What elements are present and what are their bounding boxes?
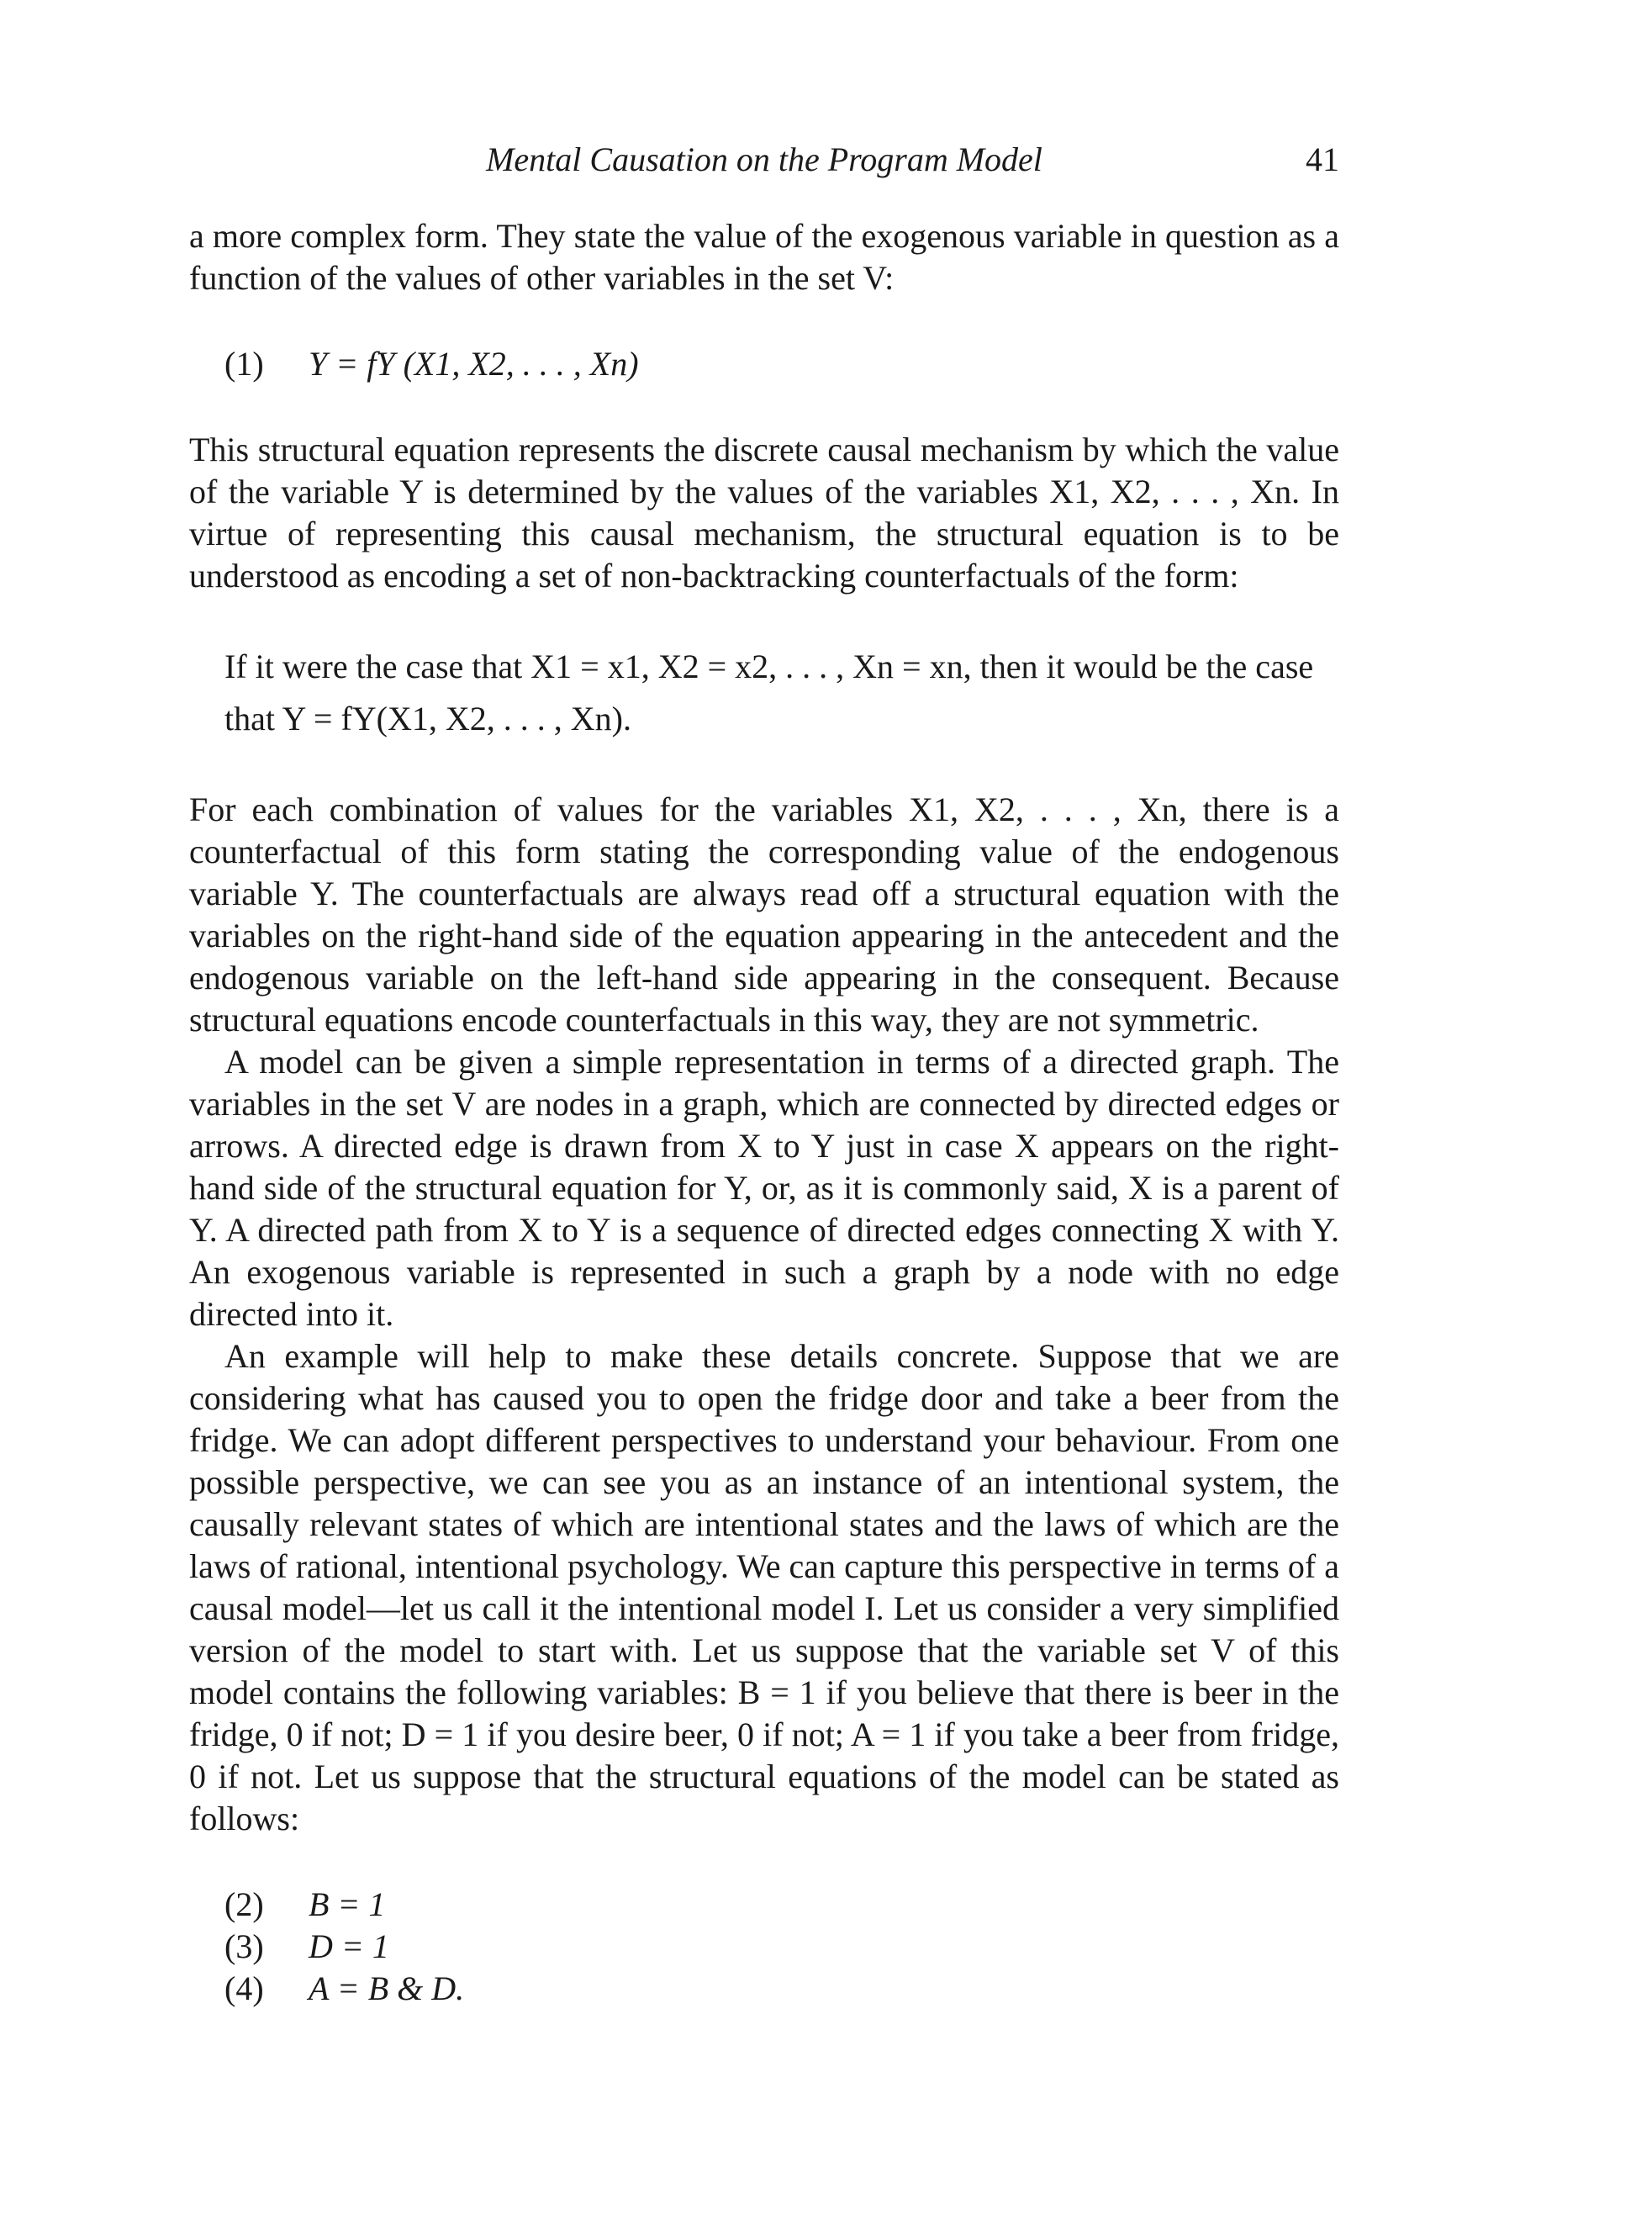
page-number: 41 bbox=[1306, 140, 1339, 178]
paragraph-1: a more complex form. They state the value of the exogenous variable in question as a function of the values of other variables in the set V: bbox=[189, 217, 1339, 297]
paragraph-5: An example will help to make these details concrete. Suppose that we are considering what has caused you to open the fridge door and take a beer from the fridge. We can adopt different perspectives to understand your behaviour. From one possible perspective, we can see you as an instance of an intentional system, the causally relevant states of which are intentional states and the laws of which are the laws of rational, intentional psychology. We can capture this perspective in terms of a causal model—let us call it the intentional model I. Let us consider a very simplified version of the model to start with. Let us suppose that the variable set V of this model contains the following variables: B = 1 if you believe that there is beer in the fridge, 0 if not; D = 1 if you desire beer, 0 if not; A = 1 if you take a beer from fridge, 0 if not. Let us suppose that the structural equations of the model can be stated as follows: bbox=[189, 1337, 1339, 1837]
counterfactual-schema: If it were the case that X1 = x1, X2 = x2, . . . , Xn = xn, then it would be the case that Y = fY(X1, X2, . . . , Xn). bbox=[224, 648, 1314, 737]
paragraph-3: For each combination of values for the variables X1, X2, . . . , Xn, there is a counterfactual of this form stating the corresponding value of the endogenous variable Y. The counterfactuals are always read off a structural equation with the variables on the right-hand side of the equation appearing in the antecedent and the endogenous variable on the left-hand side appearing in the consequent. Because structural equations encode counterfactuals in this way, they are not symmetric. bbox=[189, 790, 1339, 1039]
paragraph-4: A model can be given a simple representation in terms of a directed graph. The variables in the set V are nodes in a graph, which are connected by directed edges or arrows. A directed edge is drawn from X to Y just in case X appears on the right-hand side of the structural equation for Y, or, as it is commonly said, X is a parent of Y. A directed path from X to Y is a sequence of directed edges connecting X with Y. An exogenous variable is represented in such a graph by a node with no edge directed into it. bbox=[189, 1043, 1339, 1333]
equation-3 bbox=[189, 1926, 1339, 1968]
running-head bbox=[189, 135, 1339, 185]
equation-1 bbox=[189, 343, 1339, 385]
equation-body: D = 1 bbox=[309, 1927, 389, 1965]
equation-number: (1) bbox=[224, 345, 264, 383]
equation-4 bbox=[189, 1968, 1339, 2010]
equation-body: Y = fY (X1, X2, . . . , Xn) bbox=[309, 345, 639, 383]
equation-number: (4) bbox=[224, 1969, 264, 2007]
equation-body: A = B & D. bbox=[309, 1969, 465, 2007]
book-page bbox=[189, 135, 1339, 2010]
equation-number: (2) bbox=[224, 1885, 264, 1923]
equation-list bbox=[189, 1884, 1339, 2010]
equation-2 bbox=[189, 1884, 1339, 1926]
running-title: Mental Causation on the Program Model bbox=[486, 140, 1042, 178]
paragraph-2: This structural equation represents the discrete causal mechanism by which the value of the variable Y is determined by the values of the variables X1, X2, . . . , Xn. In virtue of representing this causal mechanism, the structural equation is to be understood as encoding a set of non-backtracking counterfactuals of the form: bbox=[189, 431, 1339, 595]
equation-number: (3) bbox=[224, 1927, 264, 1965]
equation-body: B = 1 bbox=[309, 1885, 386, 1923]
